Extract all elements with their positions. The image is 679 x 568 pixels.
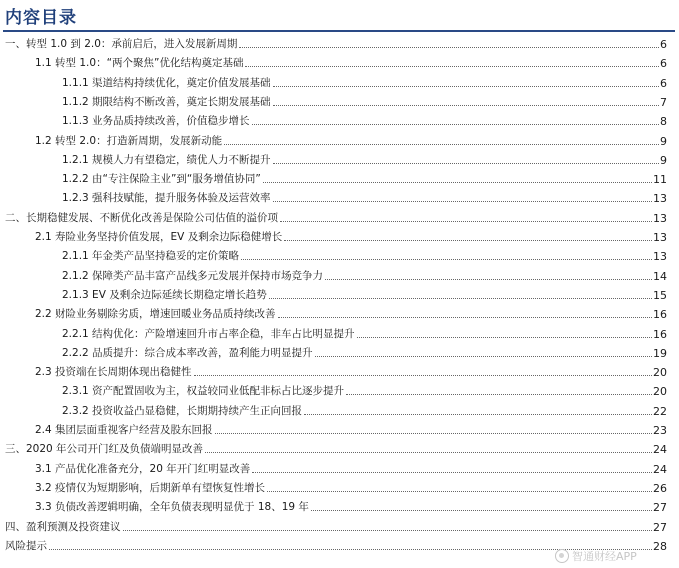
watermark-logo-icon <box>555 549 569 563</box>
toc-entry-page-number: 6 <box>660 76 667 90</box>
toc-entry-label: 2.2 财险业务剔除劣质，增速回暖业务品质持续改善 <box>35 308 276 321</box>
toc-leader-dots <box>311 510 652 511</box>
toc-leader-dots <box>205 452 652 453</box>
toc-entry-label: 1.2.2 由“专注保险主业”到“服务增值协同” <box>62 173 261 186</box>
toc-entry-label: 2.1.3 EV 及剩余边际延续长期稳定增长趋势 <box>62 288 267 301</box>
toc-entry-level-1[interactable] <box>5 211 667 225</box>
toc-entry-label: 2.3 投资端在长周期体现出稳健性 <box>35 366 192 379</box>
toc-entry-label: 2.1.1 年金类产品坚持稳妥的定价策略 <box>62 250 240 263</box>
toc-leader-dots <box>241 259 652 260</box>
toc-entry-level-3[interactable] <box>62 249 667 263</box>
toc-entry-page-number: 7 <box>660 95 667 109</box>
toc-entry-page-number: 16 <box>653 308 667 322</box>
toc-entry-level-3[interactable] <box>62 191 667 205</box>
toc-leader-dots <box>269 298 652 299</box>
toc-entry-level-3[interactable] <box>62 172 667 186</box>
toc-leader-dots <box>273 201 652 202</box>
toc-entry-label: 2.4 集团层面重视客户经营及股东回报 <box>35 424 213 436</box>
toc-entry-label: 2.2.1 结构优化：产险增速回升市占率企稳，非车占比明显提升 <box>62 327 355 340</box>
toc-entry-label: 3.3 负债改善逻辑明确，全年负债表现明显优于 18、19 年 <box>35 501 309 514</box>
toc-leader-dots <box>123 530 653 531</box>
toc-entry-label: 3.2 疫情仅为短期影响，后期新单有望恢复性增长 <box>35 481 266 494</box>
toc-leader-dots <box>325 279 652 280</box>
toc-entry-level-3[interactable] <box>62 346 667 360</box>
toc-entry-label: 2.3.2 投资收益凸显稳健，长期期持续产生正向回报 <box>62 404 303 417</box>
toc-leader-dots <box>273 86 659 87</box>
toc-leader-dots <box>252 472 652 473</box>
toc-entry-page-number: 9 <box>660 153 667 167</box>
toc-leader-dots <box>194 375 652 376</box>
toc-entry-level-2[interactable] <box>35 230 667 244</box>
toc-entry-level-2[interactable] <box>35 56 667 70</box>
toc-entry-page-number: 13 <box>653 211 667 225</box>
toc-entry-page-number: 27 <box>653 520 667 534</box>
toc-entry-level-1[interactable] <box>5 520 667 534</box>
toc-entry-label: 1.1.2 期限结构不断改善，奠定长期发展基础 <box>62 95 271 108</box>
toc-entry-label: 1.1.3 业务品质持续改善，价值稳步增长 <box>62 115 250 128</box>
toc-entry-label: 四、盈利预测及投资建议 <box>5 520 121 533</box>
toc-entry-label: 1.2.3 强科技赋能，提升服务体验及运营效率 <box>62 192 271 205</box>
toc-leader-dots <box>346 394 652 395</box>
toc-leader-dots <box>224 144 659 145</box>
toc-entry-page-number: 6 <box>660 38 667 51</box>
watermark-text: 智通财经APP <box>572 550 637 563</box>
toc-entry-label: 1.1 转型 1.0：“两个聚焦”优化结构奠定基础 <box>35 57 244 70</box>
toc-entry-label: 二、长期稳健发展、不断优化改善是保险公司估值的溢价项 <box>5 211 278 224</box>
toc-entry-label: 1.2 转型 2.0：打造新周期，发展新动能 <box>35 134 223 147</box>
toc-entry-page-number: 14 <box>653 269 667 283</box>
toc-leader-dots <box>278 317 652 318</box>
toc-entry-label: 1.2.1 规模人力有望稳定，绩优人力不断提升 <box>62 153 271 166</box>
toc-entry-level-3[interactable] <box>62 269 667 283</box>
toc-entry-page-number: 16 <box>653 327 667 341</box>
toc-entry-page-number: 23 <box>653 424 667 437</box>
toc-entry-page-number: 19 <box>653 346 667 360</box>
toc-entry-page-number: 11 <box>653 173 667 187</box>
toc-entry-label: 2.1.2 保障类产品丰富产品线多元发展并保持市场竞争力 <box>62 269 324 282</box>
toc-entry-label: 2.1 寿险业务坚持价值发展，EV 及剩余边际稳健增长 <box>35 231 283 243</box>
toc-entry-label: 一、转型 1.0 到 2.0：承前启后，进入发展新周期 <box>5 38 238 50</box>
toc-entry-level-2[interactable] <box>35 462 667 476</box>
toc-leader-dots <box>273 105 659 106</box>
toc-entry-label: 三、2020 年公司开门红及负债端明显改善 <box>5 443 204 456</box>
toc-entry-label: 2.3.1 资产配置固收为主，权益较同业低配非标占比逐步提升 <box>62 385 345 398</box>
toc-leader-dots <box>304 414 652 415</box>
toc-entry-level-3[interactable] <box>62 95 667 109</box>
toc-entry-level-3[interactable] <box>62 384 667 398</box>
toc-entry-page-number: 26 <box>653 481 667 495</box>
toc-entry-level-3[interactable] <box>62 153 667 167</box>
watermark <box>555 548 637 564</box>
toc-entry-page-number: 20 <box>653 385 667 399</box>
toc-entry-level-1[interactable] <box>5 37 667 51</box>
toc-leader-dots <box>263 182 652 183</box>
toc-entry-level-3[interactable] <box>62 76 667 90</box>
toc-leader-dots <box>280 221 652 222</box>
toc-entry-page-number: 15 <box>653 288 667 302</box>
toc-entry-label: 1.1.1 渠道结构持续优化，奠定价值发展基础 <box>62 76 271 89</box>
title-divider <box>3 30 675 32</box>
toc-entry-level-3[interactable] <box>62 288 667 302</box>
toc-entry-page-number: 22 <box>653 404 667 418</box>
toc-entry-level-3[interactable] <box>62 404 667 418</box>
toc-entry-page-number: 9 <box>660 134 667 148</box>
toc-leader-dots <box>245 66 659 67</box>
toc-entry-level-1[interactable] <box>5 442 667 456</box>
toc-leader-dots <box>239 47 659 48</box>
toc-entry-level-2[interactable] <box>35 365 667 379</box>
toc-entry-page-number: 13 <box>653 192 667 206</box>
toc-entry-page-number: 6 <box>660 57 667 71</box>
toc-entry-page-number: 20 <box>653 366 667 380</box>
toc-entry-page-number: 13 <box>653 250 667 264</box>
toc-entry-label: 风险提示 <box>5 539 47 552</box>
toc-entry-level-2[interactable] <box>35 307 667 321</box>
toc-leader-dots <box>284 240 652 241</box>
toc-leader-dots <box>215 433 652 434</box>
toc-leader-dots <box>273 163 659 164</box>
toc-entry-level-2[interactable] <box>35 134 667 148</box>
toc-leader-dots <box>357 337 652 338</box>
toc-leader-dots <box>267 491 652 492</box>
toc-entry-page-number: 24 <box>653 462 667 476</box>
toc-entry-level-2[interactable] <box>35 500 667 514</box>
toc-entry-label: 2.2.2 品质提升：综合成本率改善，盈利能力明显提升 <box>62 346 313 359</box>
toc-leader-dots <box>252 124 659 125</box>
toc-entry-level-2[interactable] <box>35 423 667 437</box>
toc-entry-page-number: 24 <box>653 443 667 457</box>
toc-entry-page-number: 27 <box>653 501 667 515</box>
toc-title: 内容目录 <box>5 8 77 28</box>
toc-entry-level-2[interactable] <box>35 481 667 495</box>
toc-entry-page-number: 28 <box>653 539 667 553</box>
toc-entry-label: 3.1 产品优化准备充分，20 年开门红明显改善 <box>35 462 251 475</box>
toc-leader-dots <box>315 356 652 357</box>
toc-entry-page-number: 13 <box>653 231 667 244</box>
toc-entry-level-3[interactable] <box>62 114 667 128</box>
toc-entry-page-number: 8 <box>660 115 667 129</box>
toc-entry-level-3[interactable] <box>62 327 667 341</box>
